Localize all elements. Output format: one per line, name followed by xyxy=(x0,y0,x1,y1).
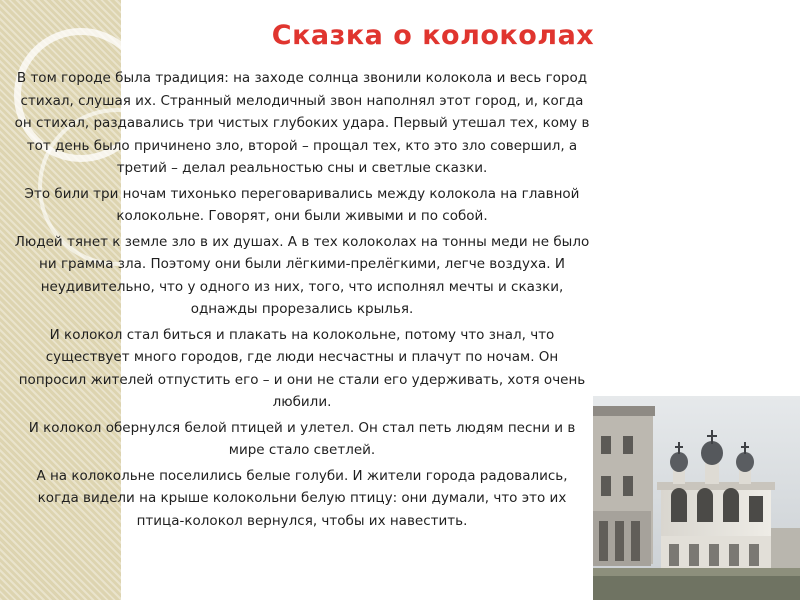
story-paragraph: И колокол стал биться и плакать на колокольне, потому что знал, что существует много городов, где люди несчастны и плачут по ночам. Он попросил жителей отпустить его – и они не стали его удерживать, хотя очень любили. xyxy=(18,326,586,410)
story-paragraph: Это били три ночам тихонько переговаривались между колокола на главной колокольне. Говорят, они были живыми и по собой. xyxy=(24,185,580,224)
story-paragraph: И колокол обернулся белой птицей и улетел. Он стал петь людям песни и в мире стало светлей. xyxy=(28,419,576,458)
story-paragraph: А на колокольне поселились белые голуби. И жители города радовались, когда видели на крыше колокольни белую птицу: они думали, что это их птица-колокол вернулся, чтобы их навестить. xyxy=(36,467,568,529)
story-text xyxy=(14,67,590,535)
belfry-church-photo xyxy=(593,396,800,600)
story-paragraph: В том городе была традиция: на заходе солнца звонили колокола и весь город стихал, слушая их. Странный мелодичный звон наполнял этот город, и, когда он стихал, раздавались три чистых глубоких удара. Первый утешал тех, кому в тот день было причинено зло, второй – прощал тех, кто это зло совершил, а третий – делал реальностью сны и светлые сказки. xyxy=(14,70,590,176)
story-paragraph: Людей тянет к земле зло в их душах. А в тех колоколах на тонны меди не было ни грамма зла. Поэтому они были лёгкими-прелёгкими, легче воздуха. И неудивительно, что у одного из них, того, что исполнял мечты и сказки, однажды прорезались крылья. xyxy=(14,233,590,317)
slide-title: Сказка о колоколах xyxy=(271,20,595,51)
